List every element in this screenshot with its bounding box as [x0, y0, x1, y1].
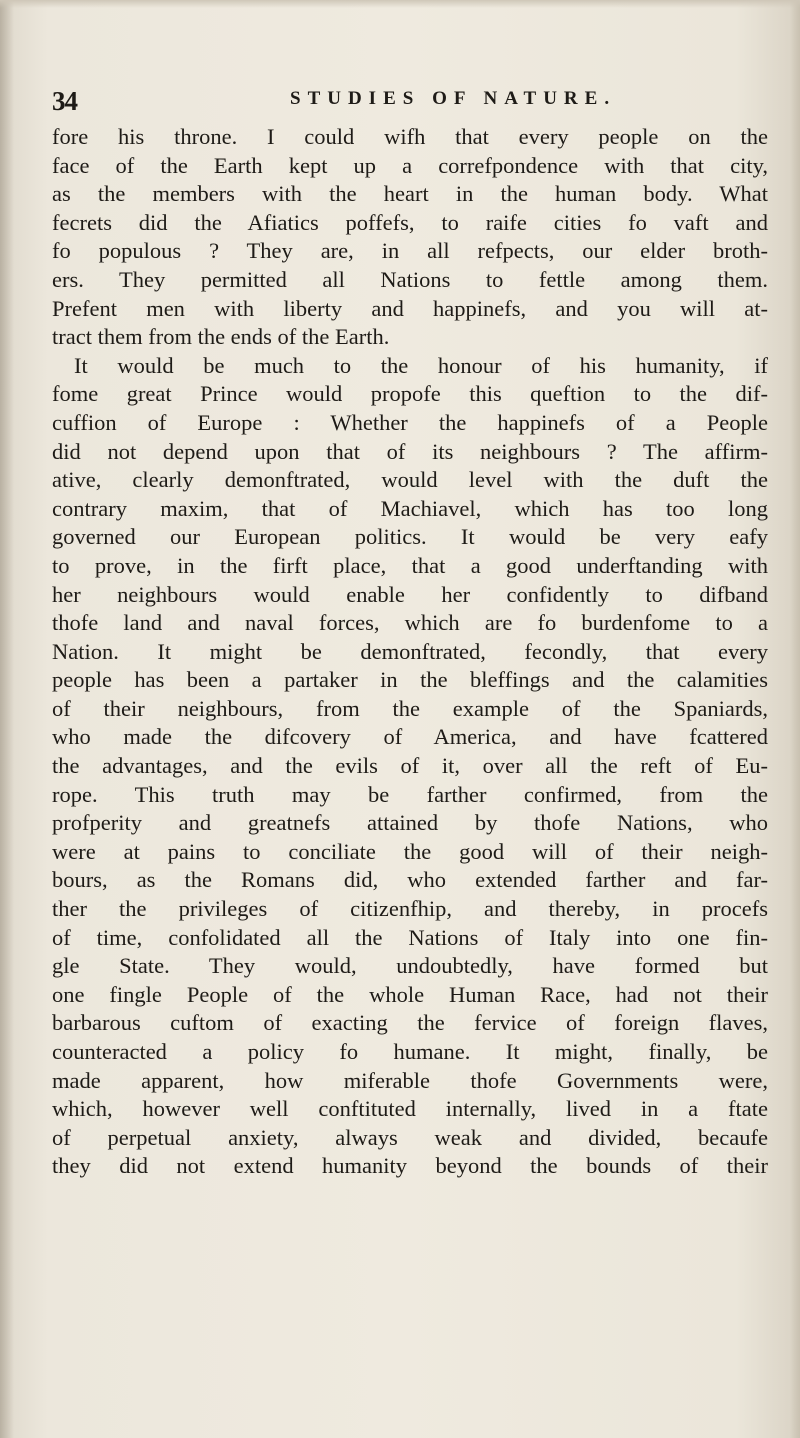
text-line: fecrets did the Afiatics poffefs, to raife cities fo vaft and — [52, 209, 768, 235]
text-line: contrary maxim, that of Machiavel, which has too long — [52, 495, 768, 521]
text-line: people has been a partaker in the bleffings and the calamities — [52, 667, 768, 693]
text-line: one fingle People of the whole Human Race, had not their — [52, 981, 768, 1007]
body-text — [52, 123, 768, 1181]
text-line: ative, clearly demonftrated, would level with the duft the — [52, 467, 768, 493]
text-line: face of the Earth kept up a correfpondence with that city, — [52, 152, 768, 178]
text-line: were at pains to conciliate the good will of their neigh- — [52, 838, 768, 864]
binding-shadow — [0, 0, 14, 1438]
text-line: of their neighbours, from the example of the Spaniards, — [52, 695, 768, 721]
text-line: they did not extend humanity beyond the bounds of their — [52, 1153, 768, 1179]
text-line: ther the privileges of citizenfhip, and thereby, in procefs — [52, 896, 768, 922]
text-line: made apparent, how miferable thofe Governments were, — [52, 1067, 768, 1093]
text-line: profperity and greatnefs attained by thofe Nations, who — [52, 810, 768, 836]
page-header — [52, 80, 752, 120]
text-line: governed our European politics. It would be very eafy — [52, 524, 768, 550]
text-line: cuffion of Europe : Whether the happinefs of a People — [52, 409, 768, 435]
text-line: fo populous ? They are, in all refpects, our elder broth- — [52, 238, 768, 264]
text-line: did not depend upon that of its neighbours ? The affirm- — [52, 438, 768, 464]
text-line: her neighbours would enable her confidently to difband — [52, 581, 768, 607]
text-line: counteracted a policy fo humane. It might, finally, be — [52, 1039, 768, 1064]
text-line: as the members with the heart in the human body. What — [52, 181, 768, 207]
text-line: Prefent men with liberty and happinefs, and you will at- — [52, 295, 768, 321]
text-line: which, however well conftituted internally, lived in a ftate — [52, 1096, 768, 1122]
text-line: fore his throne. I could wifh that every people on the — [52, 124, 768, 149]
text-line: the advantages, and the evils of it, over all the reft of Eu- — [52, 753, 768, 779]
running-head: STUDIES OF NATURE. — [290, 88, 617, 109]
text-line: rope. This truth may be farther confirmed, from the — [52, 781, 768, 807]
text-line: of time, confolidated all the Nations of Italy into one fin- — [52, 924, 768, 950]
text-line: gle State. They would, undoubtedly, have formed but — [52, 953, 768, 979]
text-line: of perpetual anxiety, always weak and divided, becaufe — [52, 1124, 768, 1150]
text-line: who made the difcovery of America, and have fcattered — [52, 724, 768, 750]
page-edge — [790, 0, 800, 1438]
text-line: fome great Prince would propofe this queftion to the dif- — [52, 381, 768, 407]
page-number: 34 — [52, 86, 77, 116]
text-line: tract them from the ends of the Earth. — [52, 324, 390, 350]
top-edge — [0, 0, 800, 8]
text-line: barbarous cuftom of exacting the fervice of foreign flaves, — [52, 1010, 768, 1036]
text-line: bours, as the Romans did, who extended farther and far- — [52, 867, 768, 893]
text-line: ers. They permitted all Nations to fettle among them. — [52, 266, 768, 292]
text-line: thofe land and naval forces, which are fo burdenfome to a — [52, 610, 768, 636]
text-line: Nation. It might be demonftrated, fecondly, that every — [52, 638, 768, 664]
text-line: It would be much to the honour of his humanity, if — [74, 352, 768, 378]
text-line: to prove, in the firft place, that a good underftanding with — [52, 552, 768, 578]
